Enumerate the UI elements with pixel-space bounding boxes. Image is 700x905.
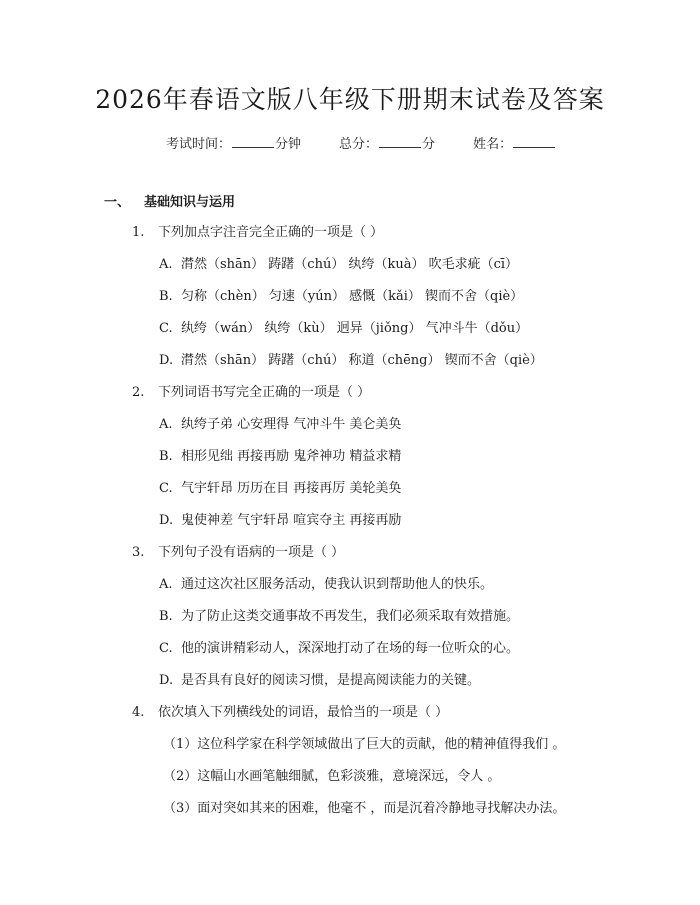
question-number: 1. — [132, 225, 145, 240]
exam-title: 2026年春语文版八年级下册期末试卷及答案 — [95, 85, 605, 114]
question-1-option-b[interactable] — [159, 289, 523, 305]
option-label: B. — [159, 449, 173, 464]
section-number: 一、 — [104, 195, 131, 210]
option-label: B. — [159, 609, 173, 624]
question-text: 依次填入下列横线处的词语，最恰当的一项是（ ） — [158, 705, 449, 720]
question-2-option-d[interactable] — [159, 513, 401, 529]
question-3-option-a[interactable] — [159, 577, 493, 593]
option-text: 纨绔（wán） 纨绔（kù） 迥异（jiǒng） 气冲斗牛（dǒu） — [181, 321, 529, 336]
section-title: 基础知识与运用 — [144, 195, 236, 210]
question-4-sub-3: （3）面对突如其来的困难，他毫不 ，而是沉着冷静地寻找解决办法。 — [163, 801, 566, 816]
option-label: C. — [159, 481, 173, 496]
time-field — [166, 133, 301, 152]
time-unit: 分钟 — [275, 137, 302, 152]
question-3-option-b[interactable] — [159, 609, 519, 625]
question-1-option-a[interactable] — [159, 257, 518, 273]
option-text: 为了防止这类交通事故不再发生，我们必须采取有效措施。 — [181, 609, 520, 624]
question-3-stem — [132, 545, 344, 561]
option-label: A. — [159, 257, 173, 272]
question-number: 4. — [132, 705, 145, 720]
option-label: B. — [159, 289, 173, 304]
option-text: 气宇轩昂 历历在目 再接再厉 美轮美奂 — [181, 481, 402, 496]
question-3-option-d[interactable] — [159, 673, 480, 689]
option-text: 通过这次社区服务活动，使我认识到帮助他人的快乐。 — [181, 577, 494, 592]
option-text: 潸然（shān） 踌躇（chú） 称道（chēng） 锲而不舍（qiè） — [181, 353, 543, 368]
option-label: D. — [159, 673, 174, 688]
option-label: C. — [159, 641, 173, 656]
option-text: 纨绔子弟 心安理得 气冲斗牛 美仑美奂 — [181, 417, 402, 432]
question-text: 下列加点字注音完全正确的一项是（ ） — [158, 225, 384, 240]
option-label: A. — [159, 417, 173, 432]
option-text: 他的演讲精彩动人，深深地打动了在场的每一位听众的心。 — [181, 641, 520, 656]
question-3-option-c[interactable] — [159, 641, 519, 657]
question-2-option-c[interactable] — [159, 481, 401, 497]
score-unit: 分 — [422, 137, 436, 152]
question-text: 下列句子没有语病的一项是（ ） — [158, 545, 345, 560]
question-4-stem — [132, 705, 448, 721]
option-text: 是否具有良好的阅读习惯，是提高阅读能力的关键。 — [181, 673, 481, 688]
option-text: 匀称（chèn） 匀速（yún） 感慨（kǎi） 锲而不舍（qiè） — [181, 289, 524, 304]
question-4-sub-2: （2）这幅山水画笔触细腻，色彩淡雅，意境深远，令人 。 — [163, 769, 501, 784]
question-1-option-d[interactable] — [159, 353, 543, 369]
question-2-option-a[interactable] — [159, 417, 401, 433]
option-label: D. — [159, 513, 174, 528]
option-label: C. — [159, 321, 173, 336]
question-number: 2. — [132, 385, 145, 400]
question-2-stem — [132, 385, 370, 401]
option-label: A. — [159, 577, 173, 592]
option-text: 鬼使神差 气宇轩昂 喧宾夺主 再接再励 — [181, 513, 402, 528]
question-2-option-b[interactable] — [159, 449, 401, 465]
name-field — [473, 133, 556, 152]
time-blank[interactable] — [232, 137, 274, 148]
question-1-option-c[interactable] — [159, 321, 528, 337]
name-label: 姓名： — [473, 137, 513, 152]
section-heading — [104, 191, 235, 210]
exam-meta — [166, 133, 556, 152]
score-field — [339, 133, 435, 152]
option-text: 相形见绌 再接再励 鬼斧神功 精益求精 — [181, 449, 402, 464]
score-blank[interactable] — [379, 137, 421, 148]
option-text: 潸然（shān） 踌躇（chú） 纨绔（kuà） 吹毛求疵（cī） — [181, 257, 519, 272]
name-blank[interactable] — [513, 137, 555, 148]
score-label: 总分： — [339, 137, 379, 152]
time-label: 考试时间： — [166, 137, 232, 152]
question-4-sub-1: （1）这位科学家在科学领域做出了巨大的贡献，他的精神值得我们 。 — [163, 737, 566, 752]
question-1-stem — [132, 225, 383, 241]
question-number: 3. — [132, 545, 145, 560]
option-label: D. — [159, 353, 174, 368]
question-text: 下列词语书写完全正确的一项是（ ） — [158, 385, 371, 400]
